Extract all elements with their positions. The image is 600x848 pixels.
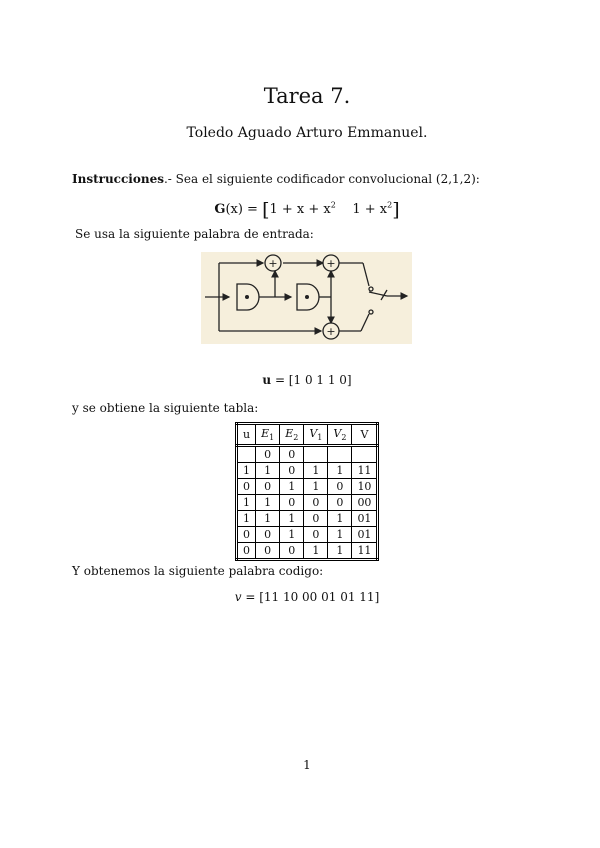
table-cell: 0 [237, 479, 256, 495]
table-sentence: y se obtiene la siguiente tabla: [72, 401, 259, 415]
table-row [237, 479, 378, 495]
page-number: 1 [303, 758, 311, 772]
table-cell: 0 [256, 527, 280, 543]
table-cell [304, 446, 328, 463]
table-cell: 0 [328, 479, 352, 495]
table-cell: 1 [237, 511, 256, 527]
formula-close-bracket: ] [392, 199, 400, 221]
table-cell: 0 [256, 446, 280, 463]
codeword-symbol: v [234, 590, 242, 604]
header-u: u [237, 424, 256, 446]
table-row [237, 446, 378, 463]
table-cell: 0 [280, 495, 304, 511]
table-cell: 0 [304, 495, 328, 511]
encoder-diagram [201, 252, 412, 344]
formula-arg: (x) = [225, 202, 263, 217]
formula-exp1: 2 [330, 200, 336, 210]
encoding-table [235, 422, 379, 561]
table-cell: 1 [256, 463, 280, 479]
instructions-paragraph [72, 172, 480, 186]
table-cell: 01 [352, 511, 378, 527]
codeword-vector [0, 590, 600, 604]
header-v1: $V_1$ [304, 424, 328, 446]
table-cell: 10 [352, 479, 378, 495]
adder-top-left-symbol: + [268, 257, 278, 270]
table-cell [352, 446, 378, 463]
table-row [237, 527, 378, 543]
table-cell: 0 [280, 446, 304, 463]
codeword-value: = [11 10 00 01 01 11] [241, 590, 380, 604]
adder-top-right-symbol: + [326, 257, 336, 270]
table-cell: 1 [256, 495, 280, 511]
encoder-circuit-svg [201, 252, 412, 344]
adder-bottom-symbol: + [326, 325, 336, 338]
table-row [237, 495, 378, 511]
table-cell: 0 [256, 479, 280, 495]
table-cell: 0 [280, 463, 304, 479]
table-cell [328, 446, 352, 463]
document-title: Tarea 7. [263, 84, 351, 108]
table-cell: 1 [237, 463, 256, 479]
table-cell: 1 [304, 479, 328, 495]
table-row [237, 511, 378, 527]
instructions-label: Instrucciones [72, 172, 164, 186]
header-v2: $V_2$ [328, 424, 352, 446]
table-row [237, 463, 378, 479]
table-cell: 1 [280, 511, 304, 527]
table-cell: 1 [237, 495, 256, 511]
table-cell: 0 [237, 543, 256, 560]
header-v: V [352, 424, 378, 446]
table-cell: 1 [328, 463, 352, 479]
table-header-row [237, 424, 378, 446]
table-cell: 11 [352, 463, 378, 479]
header-e2: $E_2$ [280, 424, 304, 446]
formula-open-bracket: [ [262, 199, 270, 221]
input-vector-symbol: u [262, 373, 272, 387]
formula-lhs: G [214, 202, 226, 217]
table-cell: 0 [304, 527, 328, 543]
table-cell: 0 [237, 527, 256, 543]
input-sentence: Se usa la siguiente palabra de entrada: [75, 227, 314, 241]
author-name: Toledo Aguado Arturo Emmanuel. [186, 125, 428, 141]
formula-term1: 1 + x + x [269, 202, 331, 217]
table-cell [237, 446, 256, 463]
instructions-text: .- Sea el siguiente codificador convolucional (2,1,2): [163, 172, 480, 186]
table-cell: 1 [328, 543, 352, 560]
input-vector-value: = [1 0 1 1 0] [271, 373, 352, 387]
table-cell: 0 [328, 495, 352, 511]
table-cell: 00 [352, 495, 378, 511]
table-cell: 1 [280, 527, 304, 543]
table-cell: 1 [280, 479, 304, 495]
table-cell: 1 [328, 527, 352, 543]
header-e1: $E_1$ [256, 424, 280, 446]
codeword-sentence: Y obtenemos la siguiente palabra codigo: [72, 564, 324, 578]
table-cell: 1 [328, 511, 352, 527]
table-cell: 1 [304, 463, 328, 479]
table-cell: 0 [304, 511, 328, 527]
generator-formula [0, 199, 600, 221]
table-cell: 1 [304, 543, 328, 560]
table-cell: 0 [256, 543, 280, 560]
table-row [237, 543, 378, 560]
formula-exp2: 2 [387, 200, 393, 210]
table-cell: 0 [280, 543, 304, 560]
table-cell: 11 [352, 543, 378, 560]
input-vector [0, 373, 600, 387]
table-cell: 1 [256, 511, 280, 527]
formula-term2: 1 + x [352, 202, 388, 217]
table-cell: 01 [352, 527, 378, 543]
